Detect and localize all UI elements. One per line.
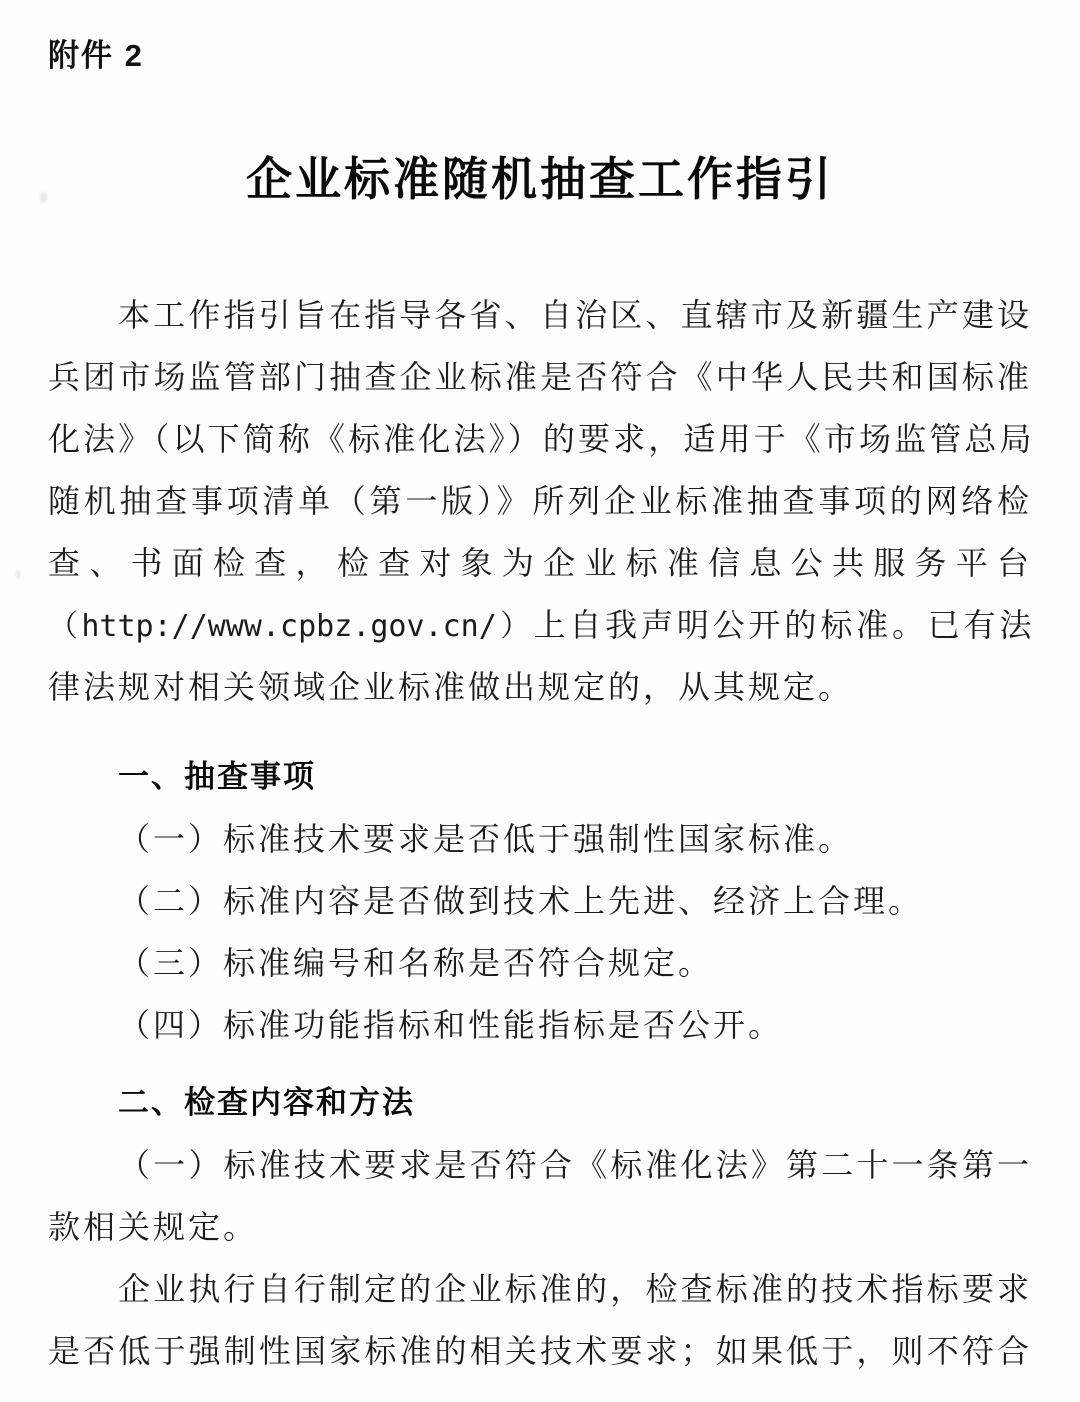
- paragraph-line: 本工作指引旨在指导各省、自治区、直辖市及新疆生产建设: [118, 297, 1032, 333]
- section-1-items: [48, 808, 1032, 1056]
- paragraph-line: 化法》（以下简称《标准化法》）的要求，适用于《市场监管总局: [48, 421, 1032, 457]
- intro-paragraph: [48, 284, 1032, 718]
- section-2-paragraph: [48, 1258, 1032, 1382]
- paragraph-line: 查、书面检查，检查对象为企业标准信息公共服务平台: [48, 545, 1032, 581]
- paragraph-line: 律法规对相关领域企业标准做出规定的，从其规定。: [48, 669, 854, 705]
- url-line-text: 上自我声明公开的标准。已有法: [533, 607, 1032, 643]
- document-title: 企业标准随机抽查工作指引: [246, 154, 834, 205]
- attachment-label: 附件 2: [48, 38, 144, 73]
- section-1-item-4: （四）标准功能指标和性能指标是否公开。: [118, 1007, 784, 1043]
- section-1-heading: 一、抽查事项: [118, 759, 316, 794]
- paragraph-line: 款相关规定。: [48, 1209, 259, 1245]
- paragraph-line: 兵团市场监管部门抽查企业标准是否符合《中华人民共和国标准: [48, 359, 1032, 395]
- platform-url: （http://www.cpbz.gov.cn/）: [48, 609, 534, 644]
- paragraph-line: 企业执行自行制定的企业标准的，检查标准的技术指标要求: [118, 1271, 1032, 1307]
- scan-artifact: [40, 192, 47, 203]
- section-1-item-1: （一）标准技术要求是否低于强制性国家标准。: [118, 821, 854, 857]
- section-1-item-3: （三）标准编号和名称是否符合规定。: [118, 945, 714, 981]
- section-1-item-2: （二）标准内容是否做到技术上先进、经济上合理。: [118, 883, 924, 919]
- paragraph-line-url: [48, 594, 1032, 656]
- scan-artifact: [16, 570, 20, 579]
- paragraph-line: 随机抽查事项清单（第一版）》所列企业标准抽查事项的网络检: [48, 483, 1032, 519]
- paragraph-line: （一）标准技术要求是否符合《标准化法》第二十一条第一: [118, 1147, 1032, 1183]
- section-2-heading: 二、检查内容和方法: [118, 1085, 415, 1120]
- section-2-item-1: [48, 1134, 1032, 1258]
- paragraph-line: 是否低于强制性国家标准的相关技术要求；如果低于，则不符合: [48, 1333, 1032, 1369]
